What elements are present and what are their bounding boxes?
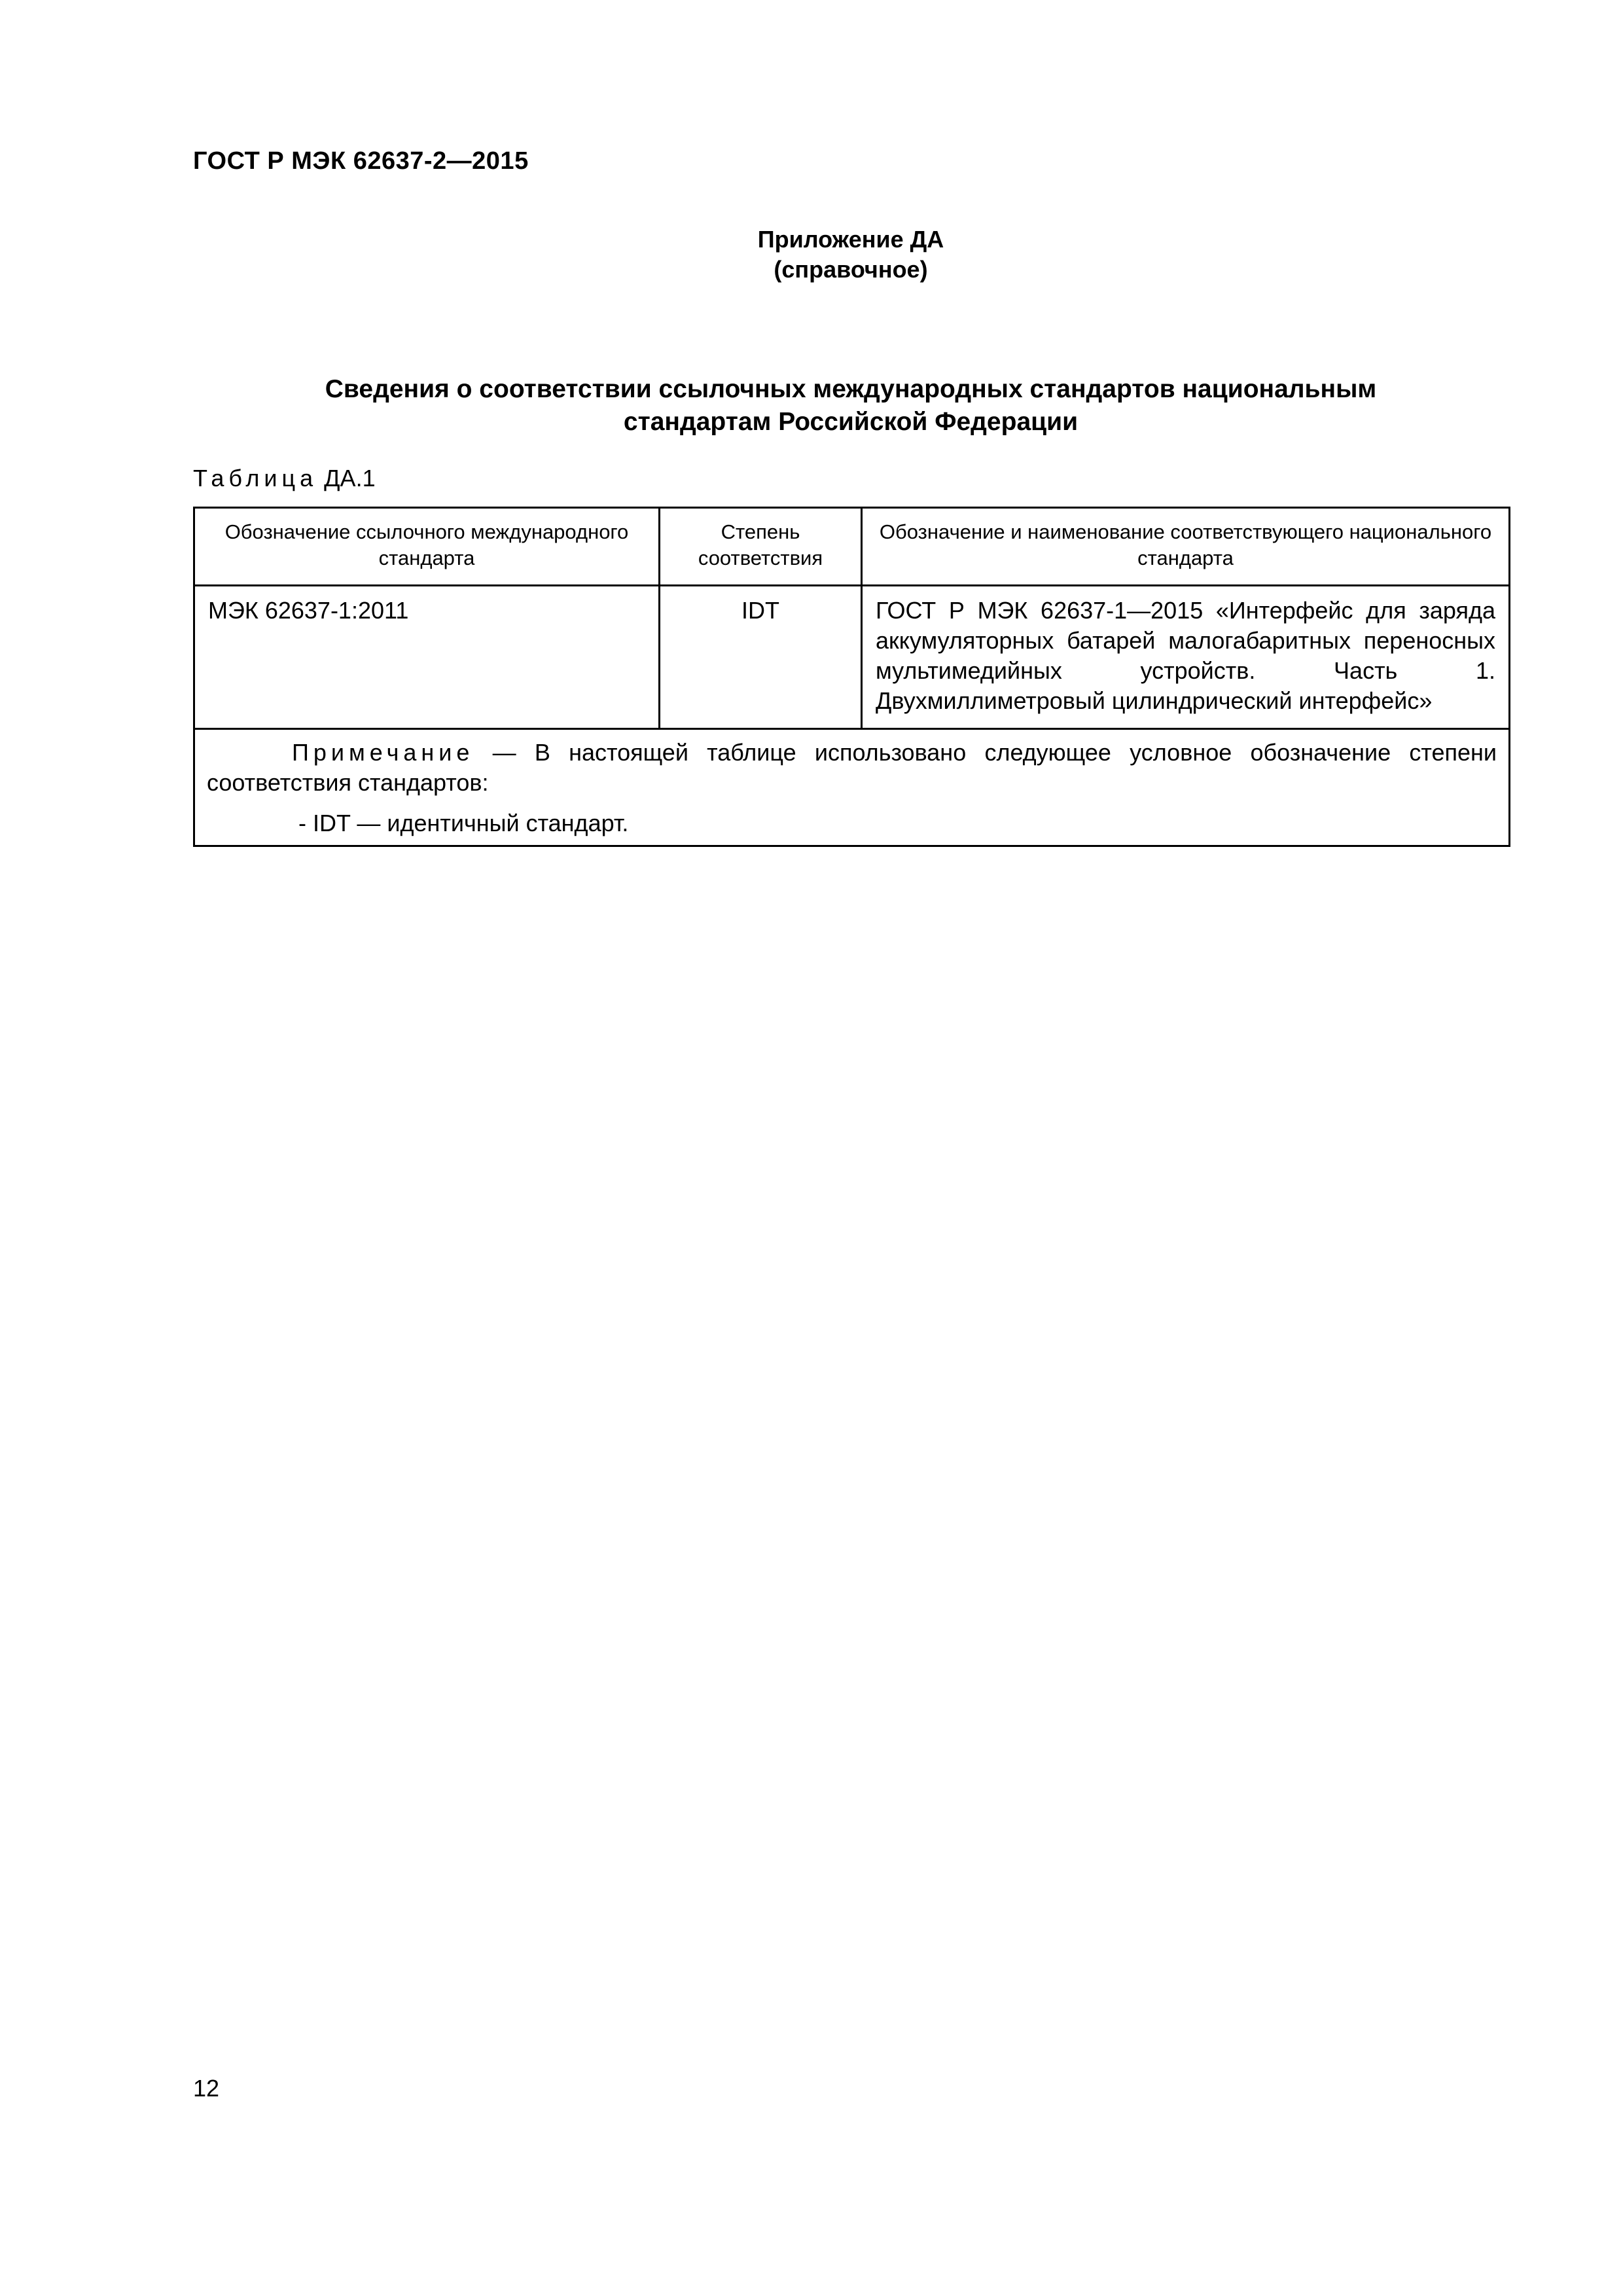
note-label: Примечание xyxy=(292,739,474,766)
table-caption xyxy=(193,465,376,492)
page-number: 12 xyxy=(193,2075,220,2102)
table-header-row xyxy=(194,508,1510,586)
note-text: — В настоящей таблице использовано следующее условное обозначение степени соответствия стандартов: xyxy=(207,739,1497,796)
table-caption-label: Таблица xyxy=(193,465,318,492)
section-title xyxy=(193,373,1508,439)
annex-status: (справочное) xyxy=(774,256,928,283)
table-note-row xyxy=(194,729,1510,846)
cell-degree-of-correspondence: IDT xyxy=(660,586,862,729)
section-title-line-2: стандартам Российской Федерации xyxy=(623,408,1079,436)
annex-title: Приложение ДА xyxy=(757,226,944,253)
standards-correspondence-table xyxy=(193,507,1510,847)
document-code: ГОСТ Р МЭК 62637-2—2015 xyxy=(193,147,529,175)
header-national-standard: Обозначение и наименование соответствующего национального стандарта xyxy=(862,508,1510,586)
cell-national-standard: ГОСТ Р МЭК 62637-1—2015 «Интерфейс для заряда аккумуляторных батарей малогабаритных переносных мультимедийных устройств. Часть 1. Двухмиллиметровый цилиндрический интерфейс» xyxy=(862,586,1510,729)
note-list-item: - IDT — идентичный стандарт. xyxy=(298,810,629,836)
table-caption-number: ДА.1 xyxy=(324,465,376,492)
header-international-standard: Обозначение ссылочного международного стандарта xyxy=(194,508,660,586)
note-text-block xyxy=(207,738,1497,798)
section-title-line-1: Сведения о соответствии ссылочных международных стандартов национальным xyxy=(325,375,1377,403)
table-note xyxy=(194,729,1510,846)
cell-international-standard: МЭК 62637-1:2011 xyxy=(194,586,660,729)
table-row xyxy=(194,586,1510,729)
header-degree-of-correspondence: Степень соответствия xyxy=(660,508,862,586)
